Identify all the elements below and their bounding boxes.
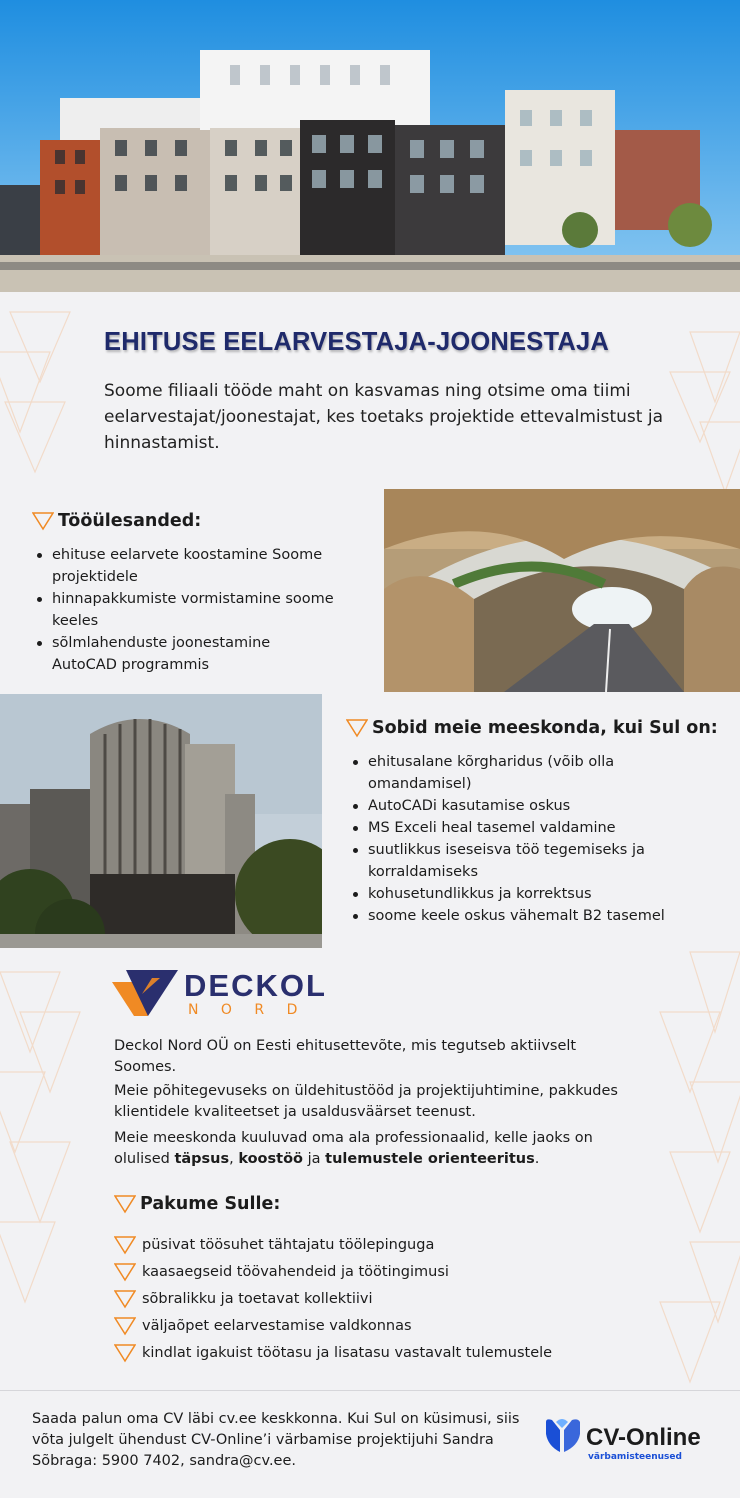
list-item: [114, 1259, 552, 1286]
list-item: [114, 1312, 552, 1339]
footer-contact-text: Saada palun oma CV läbi cv.ee keskkonna. Kui Sul on küsimusi, siis võta julgelt ühendust CV-Online’i värbamise projektijuhi Sandra Sõbraga: 5900 7402, sandra@cv.ee.: [32, 1411, 520, 1469]
list-item-label: püsivat töösuhet tähtajatu töölepinguga: [142, 1237, 435, 1254]
triangle-bullet-icon: [114, 1235, 136, 1255]
triangle-bullet-icon: [114, 1289, 136, 1309]
hero-building-photo: [0, 0, 740, 292]
highlight-precision: täpsus: [174, 1151, 230, 1167]
list-item: ehitusalane kõrgharidus (võib olla omandamisel): [350, 751, 720, 795]
tasks-list: [34, 544, 334, 676]
about-paragraph-3: [114, 1128, 634, 1170]
list-item: kohusetundlikkus ja korrektsus: [350, 883, 720, 905]
list-item-label: sõbralikku ja toetavat kollektiivi: [142, 1290, 373, 1307]
list-item: AutoCADi kasutamise oskus: [350, 795, 720, 817]
requirements-list: [350, 751, 720, 927]
offer-list: [114, 1232, 552, 1366]
list-item-label: kaasaegseid töövahendeid ja töötingimusi: [142, 1264, 449, 1281]
list-item: suutlikkus iseseisva töö tegemiseks ja korraldamiseks: [350, 839, 720, 883]
offer-heading-label: Pakume Sulle:: [140, 1194, 281, 1214]
tasks-heading-label: Tööülesanded:: [58, 511, 202, 531]
deckol-logo-name: DECKOL: [184, 968, 327, 1003]
requirements-heading: [346, 718, 718, 738]
list-item: [114, 1286, 552, 1313]
list-item: MS Exceli heal tasemel valdamine: [350, 817, 720, 839]
cv-online-logo: [542, 1412, 712, 1470]
footer-divider: [0, 1390, 740, 1391]
separator: .: [534, 1151, 540, 1167]
tunnel-photo: [384, 489, 740, 692]
list-item: soome keele oskus vähemalt B2 tasemel: [350, 905, 720, 927]
list-item: hinnapakkumiste vormistamine soome keeles: [34, 588, 334, 632]
deckol-logo-sub: N O R D: [188, 1002, 307, 1018]
highlight-cooperation: koostöö: [238, 1151, 304, 1167]
list-item-label: väljaõpet eelarvestamise valdkonnas: [142, 1317, 412, 1334]
office-building-photo: [0, 694, 322, 948]
job-title: EHITUSE EELARVESTAJA-JOONESTAJA: [104, 328, 609, 356]
offer-heading: [114, 1194, 280, 1214]
list-item: ehituse eelarvete koostamine Soome projektidele: [34, 544, 334, 588]
triangle-bullet-icon: [114, 1194, 136, 1214]
separator: ,: [229, 1151, 239, 1167]
deckol-logo: [112, 966, 342, 1022]
requirements-heading-label: Sobid meie meeskonda, kui Sul on:: [372, 718, 718, 738]
about-paragraph-3-text: Meie meeskonda kuuluvad oma ala professionaalid, kelle jaoks on olulised: [114, 1130, 593, 1167]
about-paragraph-2: Meie põhitegevuseks on üldehitustööd ja projektijuhtimine, pakkudes klientidele kvaliteetset ja usaldusväärset teenust.: [114, 1083, 618, 1120]
cv-online-logo-sub: värbamisteenused: [588, 1452, 682, 1462]
highlight-results: tulemustele orienteeritus: [325, 1151, 535, 1167]
deckol-logo-icon: [112, 968, 178, 1018]
separator: ja: [303, 1151, 326, 1167]
about-paragraph-1: Deckol Nord OÜ on Eesti ehitusettevõte, mis tegutseb aktiivselt Soomes.: [114, 1038, 577, 1075]
triangle-bullet-icon: [114, 1262, 136, 1282]
list-item: [114, 1232, 552, 1259]
list-item: sõlmlahenduste joonestamine AutoCAD programmis: [34, 632, 334, 676]
cv-online-logo-name: CV-Online: [586, 1424, 701, 1451]
triangle-bullet-icon: [32, 511, 54, 531]
triangle-bullet-icon: [114, 1316, 136, 1336]
tasks-heading: [32, 511, 201, 531]
list-item: [114, 1339, 552, 1366]
list-item-label: kindlat igakuist töötasu ja lisatasu vastavalt tulemustele: [142, 1344, 553, 1361]
triangle-bullet-icon: [114, 1343, 136, 1363]
intro-text: Soome filiaali tööde maht on kasvamas ning otsime oma tiimi eelarvestajat/joonestajat, kes toetaks projektide ettevalmistust ja hinnastamist.: [104, 381, 663, 453]
cv-online-logo-icon: [542, 1416, 584, 1456]
triangle-bullet-icon: [346, 718, 368, 738]
